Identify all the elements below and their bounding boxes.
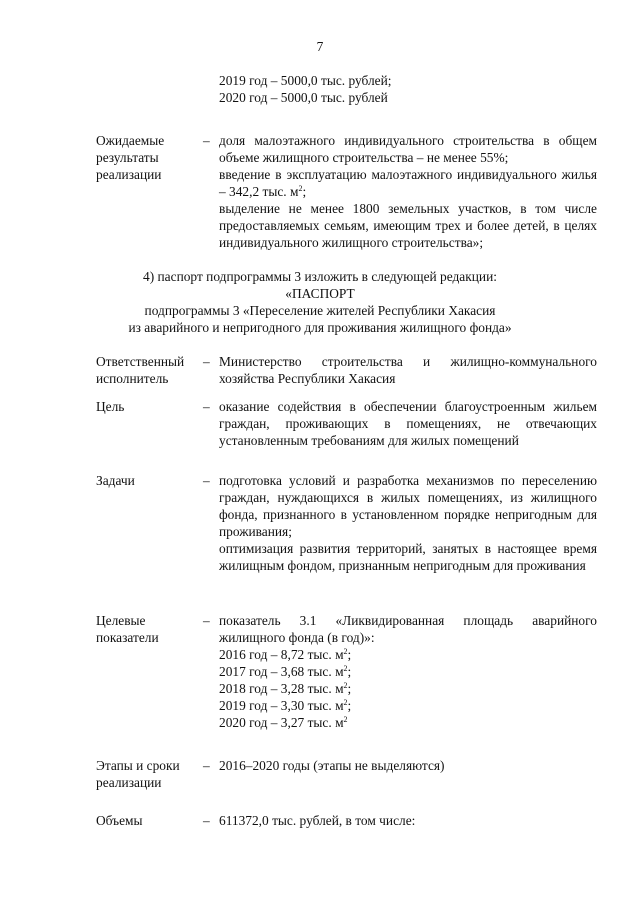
stages-content bbox=[219, 757, 597, 774]
punctuation: ; bbox=[347, 681, 352, 696]
dash: – bbox=[203, 354, 210, 369]
expected-results-label bbox=[96, 132, 206, 183]
volumes-text: 611372,0 тыс. рублей, в том числе: bbox=[219, 813, 416, 828]
volumes-label bbox=[96, 812, 206, 829]
label-line: Ожидаемые bbox=[96, 133, 165, 148]
stages-label bbox=[96, 757, 206, 791]
label-line: Объемы bbox=[96, 813, 143, 828]
responsible-content bbox=[219, 353, 597, 387]
expected-result-land-plots: выделение не менее 1800 земельных участков, в том числе предоставляемых семьям, имеющим трех и более детей, в целях индивидуального жилищного строительства»; bbox=[219, 201, 597, 250]
indicator-year bbox=[219, 714, 597, 731]
responsible-label bbox=[96, 353, 206, 387]
dash: – bbox=[203, 813, 210, 828]
amendment-intro: 4) паспорт подпрограммы 3 изложить в следующей редакции: bbox=[143, 269, 497, 284]
punctuation: ; bbox=[347, 664, 352, 679]
tasks-content bbox=[219, 472, 597, 574]
dash: – bbox=[203, 758, 210, 773]
indicator-year bbox=[219, 646, 597, 663]
superscript: 2 bbox=[298, 184, 303, 193]
goal-content bbox=[219, 398, 597, 449]
year-value: 2017 год – 3,68 тыс. м bbox=[219, 664, 344, 679]
dash: – bbox=[203, 613, 210, 628]
dash: – bbox=[203, 399, 210, 414]
budget-line-2020: 2020 год – 5000,0 тыс. рублей bbox=[219, 90, 388, 105]
label-line: реализации bbox=[96, 775, 162, 790]
superscript: 2 bbox=[343, 664, 348, 673]
label-line: исполнитель bbox=[96, 371, 169, 386]
superscript: 2 bbox=[343, 698, 348, 707]
commissioning-text: введение в эксплуатацию малоэтажного индивидуального жилья – 342,2 тыс. м bbox=[219, 167, 597, 199]
punctuation: ; bbox=[347, 698, 352, 713]
task-optimization: оптимизация развития территорий, занятых в настоящее время жилищным фондом, признанным непригодным для проживания bbox=[219, 541, 597, 573]
expected-result-share: доля малоэтажного индивидуального строительства в общем объеме жилищного строительства – не менее 55%; bbox=[219, 133, 597, 165]
passport-title: «ПАСПОРТ bbox=[285, 286, 355, 301]
dash: – bbox=[203, 133, 210, 148]
stages-text: 2016–2020 годы (этапы не выделяются) bbox=[219, 758, 445, 773]
year-value: 2020 год – 3,27 тыс. м bbox=[219, 715, 344, 730]
indicator-year bbox=[219, 697, 597, 714]
indicator-year bbox=[219, 663, 597, 680]
superscript: 2 bbox=[343, 647, 348, 656]
punctuation: ; bbox=[302, 184, 307, 199]
task-preparation: подготовка условий и разработка механизмов по переселению граждан, нуждающихся в жилых помещениях, из жилищного фонда, признанного в установленном порядке непригодным для проживания; bbox=[219, 473, 597, 539]
year-value: 2019 год – 3,30 тыс. м bbox=[219, 698, 344, 713]
expected-result-commissioning bbox=[219, 166, 597, 200]
label-line: Ответственный bbox=[96, 354, 185, 369]
label-line: Этапы и сроки bbox=[96, 758, 180, 773]
volumes-content bbox=[219, 812, 597, 829]
page-number: 7 bbox=[316, 39, 324, 54]
punctuation: ; bbox=[347, 647, 352, 662]
tasks-label bbox=[96, 472, 206, 489]
targets-content bbox=[219, 612, 597, 731]
label-line: реализации bbox=[96, 167, 162, 182]
label-line: Цель bbox=[96, 399, 125, 414]
year-value: 2016 год – 8,72 тыс. м bbox=[219, 647, 344, 662]
superscript: 2 bbox=[343, 715, 348, 724]
expected-results-content bbox=[219, 132, 597, 251]
dash: – bbox=[203, 473, 210, 488]
goal-label bbox=[96, 398, 206, 415]
label-line: Задачи bbox=[96, 473, 135, 488]
passport-subtitle-line1: подпрограммы 3 «Переселение жителей Республики Хакасия bbox=[144, 303, 496, 318]
label-line: показатели bbox=[96, 630, 159, 645]
budget-line-2019: 2019 год – 5000,0 тыс. рублей; bbox=[219, 73, 392, 88]
label-line: Целевые bbox=[96, 613, 146, 628]
superscript: 2 bbox=[343, 681, 348, 690]
year-value: 2018 год – 3,28 тыс. м bbox=[219, 681, 344, 696]
responsible-text: Министерство строительства и жилищно-коммунального хозяйства Республики Хакасия bbox=[219, 354, 597, 386]
budget-lines bbox=[219, 72, 597, 106]
label-line: результаты bbox=[96, 150, 159, 165]
indicator-intro: показатель 3.1 «Ликвидированная площадь аварийного жилищного фонда (в год)»: bbox=[219, 613, 597, 645]
goal-text: оказание содействия в обеспечении благоустроенным жильем граждан, проживающих в помещениях, не отвечающих установленным требованиям для жилых помещений bbox=[219, 399, 597, 448]
indicator-year bbox=[219, 680, 597, 697]
passport-subtitle-line2: из аварийного и непригодного для проживания жилищного фонда» bbox=[128, 320, 512, 335]
targets-label bbox=[96, 612, 206, 646]
